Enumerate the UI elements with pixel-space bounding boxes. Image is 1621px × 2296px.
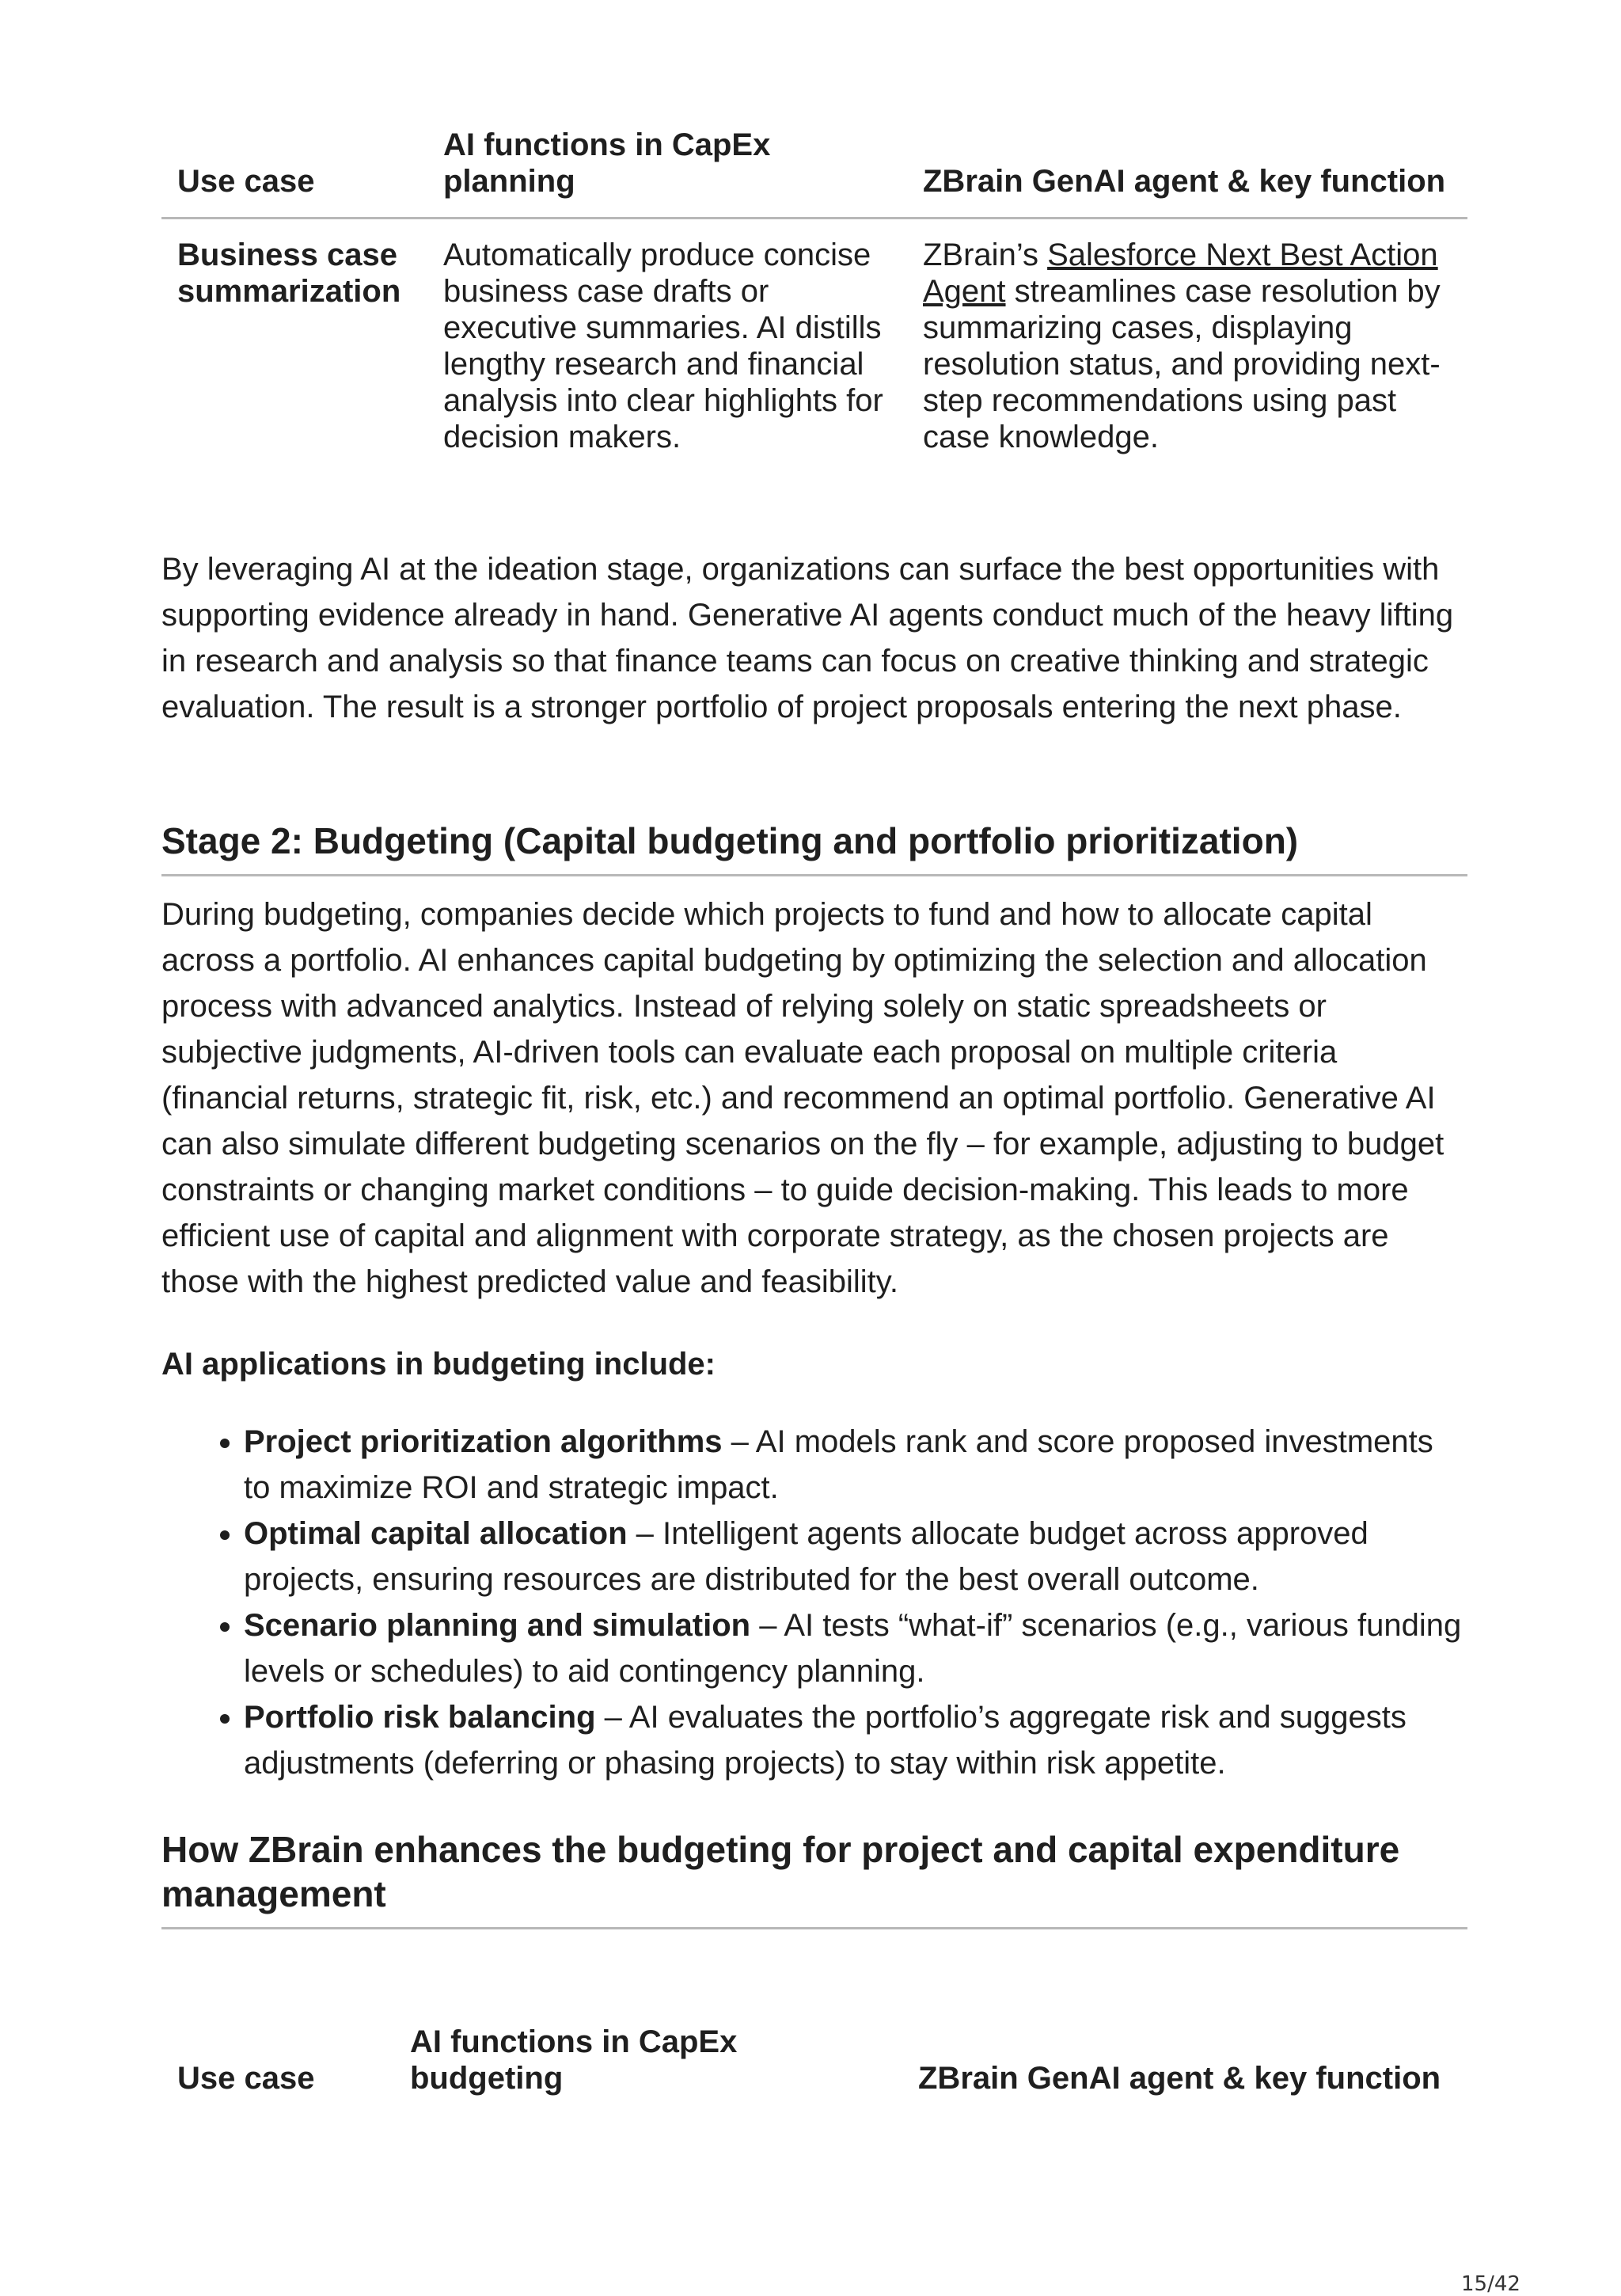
list-item <box>244 1602 1467 1694</box>
header-zbrain-agent: ZBrain GenAI agent & key function <box>918 2061 1441 2096</box>
list-item <box>244 1419 1467 1511</box>
app-desc: – AI models rank and score proposed investments to maximize ROI and strategic impact. <box>244 1424 1433 1505</box>
salesforce-agent-link[interactable]: Salesforce Next Best Action Agent <box>923 238 1438 309</box>
applications-list <box>161 1419 1467 1786</box>
header-ai-functions: AI functions in CapEx planning <box>443 127 771 199</box>
applications-title: AI applications in budgeting include: <box>161 1347 716 1382</box>
stage-2-heading: Stage 2: Budgeting (Capital budgeting and portfolio prioritization) <box>161 819 1467 876</box>
agent-cell <box>907 219 1467 456</box>
use-case-table-planning <box>161 127 1467 455</box>
agent-prefix: ZBrain’s <box>923 238 1048 272</box>
app-term: Scenario planning and simulation <box>244 1608 751 1643</box>
table-header-row <box>161 127 1467 219</box>
table-header-row <box>161 2024 1467 2114</box>
app-term: Portfolio risk balancing <box>244 1700 596 1735</box>
agent-suffix: streamlines case resolution by summarizing cases, displaying resolution status, and providing next-step recommendations using past case knowledge. <box>923 274 1441 454</box>
zbrain-budgeting-heading: How ZBrain enhances the budgeting for project and capital expenditure management <box>161 1827 1467 1929</box>
page-number: 15/42 <box>1461 2272 1520 2296</box>
header-use-case: Use case <box>177 164 315 199</box>
header-ai-functions: AI functions in CapEx budgeting <box>410 2024 738 2096</box>
header-zbrain-agent: ZBrain GenAI agent & key function <box>923 164 1446 199</box>
ai-function-cell: Automatically produce concise business case drafts or executive summaries. AI distills lengthy research and financial analysis into clear highlights for decision makers. <box>443 238 883 454</box>
use-case-cell: Business case summarization <box>177 238 401 309</box>
list-item <box>244 1511 1467 1602</box>
app-desc: – AI evaluates the portfolio’s aggregate risk and suggests adjustments (deferring or phasing projects) to stay within risk appetite. <box>244 1700 1407 1781</box>
app-term: Optimal capital allocation <box>244 1516 628 1551</box>
list-item <box>244 1694 1467 1786</box>
app-term: Project prioritization algorithms <box>244 1424 723 1459</box>
header-use-case: Use case <box>177 2061 315 2096</box>
app-desc: – AI tests “what-if” scenarios (e.g., various funding levels or schedules) to aid contingency planning. <box>244 1608 1462 1689</box>
ideation-summary-paragraph: By leveraging AI at the ideation stage, organizations can surface the best opportunities with supporting evidence already in hand. Generative AI agents conduct much of the heavy lifting in research and analysis so that finance teams can focus on creative thinking and strategic evaluation. The result is a stronger portfolio of project proposals entering the next phase. <box>161 552 1454 724</box>
use-case-table-budgeting <box>161 2024 1467 2114</box>
table-row <box>161 219 1467 456</box>
app-desc: – Intelligent agents allocate budget across approved projects, ensuring resources are distributed for the best overall outcome. <box>244 1516 1369 1597</box>
budgeting-paragraph: During budgeting, companies decide which projects to fund and how to allocate capital across a portfolio. AI enhances capital budgeting by optimizing the selection and allocation process with advanced analytics. Instead of relying solely on static spreadsheets or subjective judgments, AI-driven tools can evaluate each proposal on multiple criteria (financial returns, strategic fit, risk, etc.) and recommend an optimal portfolio. Generative AI can also simulate different budgeting scenarios on the fly – for example, adjusting to budget constraints or changing market conditions – to guide decision-making. This leads to more efficient use of capital and alignment with corporate strategy, as the chosen projects are those with the highest predicted value and feasibility. <box>161 897 1444 1299</box>
